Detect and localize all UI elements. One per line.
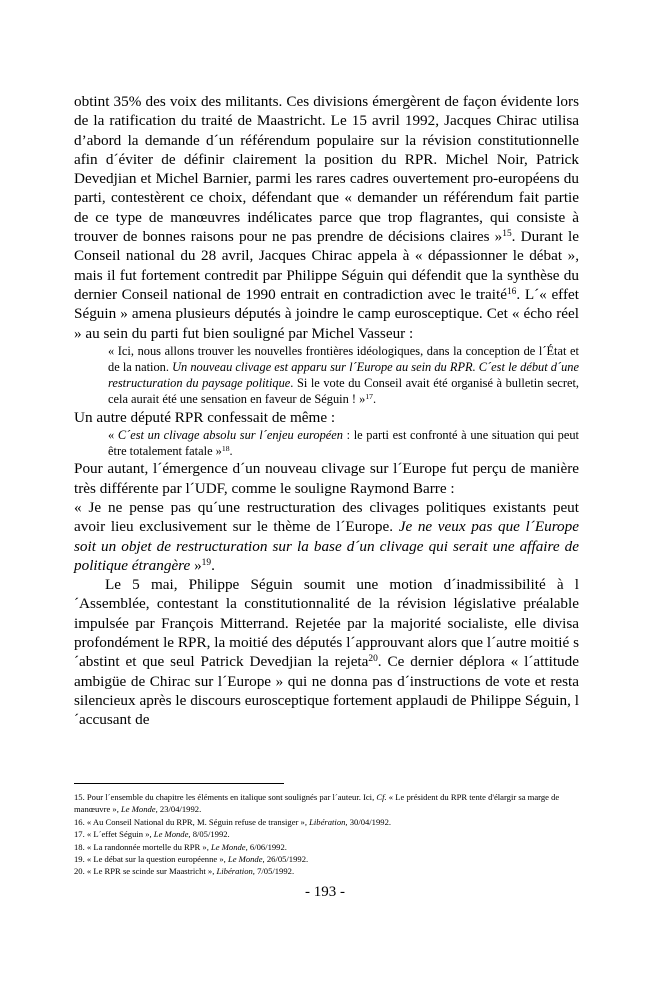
text: . Durant le Conseil national du 28 avril, Jacques Chirac appela à « dépassionner le débat », mais il fut fortement contredit par Philippe Séguin qui défendit que la synthèse du dernier Conseil national de 1990 entrait en contradiction avec le traité (74, 228, 579, 303)
text: , 7/05/1992. (252, 866, 295, 877)
italic-text: Un nouveau clivage est apparu sur l´Europe au sein du RPR. C´est le début d´une restructuration du paysage politique (108, 360, 579, 391)
footnote-ref-19[interactable]: 19 (201, 557, 212, 568)
footnote-ref-20[interactable]: 20 (368, 654, 378, 665)
paragraph-udf: Pour autant, l´émergence d´un nouveau clivage sur l´Europe fut perçu de manière très différente par l´UDF, comme le souligne Raymond Barre : (74, 460, 579, 497)
text: : le parti est confronté à une situation qui peut être totalement fatale » (108, 427, 579, 459)
text: . Ce dernier déplora « l´attitude ambigüe de Chirac sur l´Europe » qui ne donna pas d´instructions de vote et resta silencieux après le discours eurosceptique fortement applaudi de Philippe Séguin, l´accusant de (74, 653, 579, 729)
footnote-17 (74, 828, 579, 840)
footnote-19 (74, 853, 579, 865)
text: , 6/06/1992. (245, 841, 287, 852)
text: » (190, 556, 202, 574)
text: 20. « Le RPR se scinde sur Maastricht », (74, 866, 217, 877)
text: 19. « Le débat sur la question européenne », (74, 854, 228, 865)
text: . Si le vote du Conseil avait été organisé à bulletin secret, cela aurait été une sensation en faveur de Séguin ! » (108, 376, 579, 407)
source-title: Le Monde (121, 804, 156, 815)
source-title: Le Monde (211, 841, 246, 852)
footnote-16 (74, 816, 579, 828)
quote-vasseur (108, 343, 579, 408)
text: . (211, 556, 215, 574)
text: , 8/05/1992. (188, 829, 230, 840)
paragraph-autre-depute: Un autre député RPR confessait de même : (74, 408, 336, 426)
text: « (108, 427, 118, 442)
footnote-15 (74, 791, 579, 816)
quote-depute (108, 427, 579, 459)
text: . L´« effet Séguin » amena plusieurs députés à joindre le camp eurosceptique. Cet « écho réel » au sein du parti fut bien souligné par Michel Vasseur : (74, 285, 579, 342)
page-body (74, 92, 579, 730)
footnote-separator (74, 783, 284, 784)
footnote-ref-16[interactable]: 16 (506, 286, 517, 297)
text: . (229, 444, 233, 459)
source-title: Libération (216, 866, 253, 877)
text: « Le président du RPR tente d'élargir sa marge de manœuvre », (74, 792, 560, 815)
paragraph-5-mai (74, 575, 579, 729)
text: 17. « L´effet Séguin », (74, 829, 154, 840)
footnotes (74, 791, 579, 878)
footnote-20 (74, 865, 579, 877)
source-title: Libération (309, 816, 346, 827)
page-number: - 193 - (305, 884, 345, 900)
italic-text: Je ne veux pas que l´Europe soit un objet de restructuration sur la base d´un clivage qui serait une affaire de politique étrangère (74, 518, 579, 574)
text: 16. « Au Conseil National du RPR, M. Séguin refuse de transiger », (74, 816, 310, 827)
footnote-ref-17[interactable]: 17 (365, 392, 374, 402)
text: . (373, 392, 377, 407)
text: « Je ne pense pas qu´une restructuration des clivages politiques existants peut avoir lieu exclusivement sur le thème de l´Europe. (74, 498, 579, 536)
source-title: Le Monde (153, 829, 189, 840)
text: « Ici, nous allons trouver les nouvelles frontières idéologiques, dans la conception de l´État et de la nation. (108, 343, 579, 375)
italic-text: C´est un clivage absolu sur l´enjeu européen (117, 427, 343, 442)
italic-text: Cf. (376, 792, 387, 802)
source-title: Le Monde (227, 854, 263, 865)
footnote-ref-15[interactable]: 15 (502, 228, 512, 239)
footnote-18 (74, 841, 579, 853)
footnote-ref-18[interactable]: 18 (221, 443, 230, 453)
text: 15. Pour l´ensemble du chapitre les éléments en italique sont soulignés par l´auteur. Ici, (74, 792, 377, 802)
text: , 26/05/1992. (262, 854, 309, 865)
text: 18. « La randonnée mortelle du RPR », (74, 841, 211, 852)
text: , 23/04/1992. (155, 804, 202, 815)
text: Le 5 mai, Philippe Séguin soumit une motion d´inadmissibilité à l´Assemblée, contestant la constitutionnalité de la révision législative préalable impulsée par François Mitterrand. Rejetée par la majorité socialiste, elle divisa profondément le RPR, la moitié des députés l´approuvant alors que l´autre moitié s´abstint et que seul Patrick Devedjian la rejeta (74, 576, 579, 671)
text: obtint 35% des voix des militants. Ces divisions émergèrent de façon évidente lors de la ratification du traité de Maastricht. Le 15 avril 1992, Jacques Chirac utilisa d’abord la demande d´un référendum populaire sur la révision constitutionnelle afin d´éviter de définir clairement la position du RPR. Michel Noir, Patrick Devedjian et Michel Barnier, parmi les rares cadres ouvertement pro-européens du parti, contestèrent ce choix, défendant que « demander un référendum fait partie de ce type de manœuvres indélicates parce que trop flagrantes, qui consiste à trouver de bonnes raisons pour ne pas prendre de décisions claires » (74, 93, 579, 246)
text: , 30/04/1992. (345, 816, 392, 827)
quote-barre (74, 498, 579, 575)
paragraph-maastricht (74, 92, 579, 343)
